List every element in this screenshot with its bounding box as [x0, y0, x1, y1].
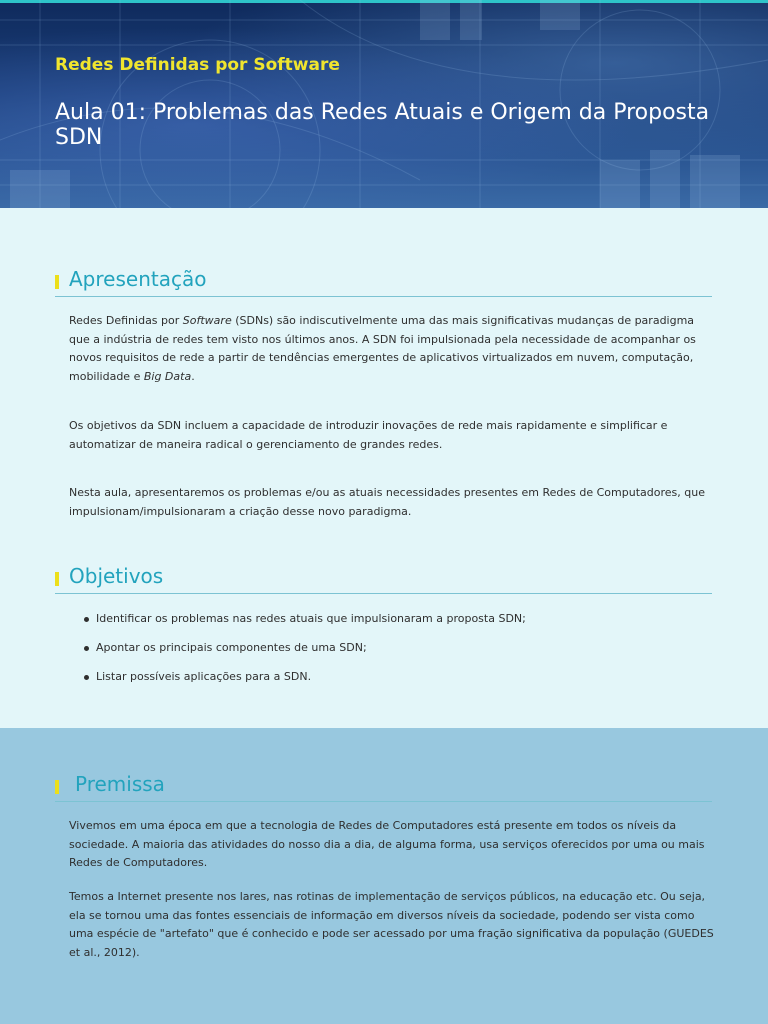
apresentacao-paragraph-2: Os objetivos da SDN incluem a capacidade de introduzir inovações de rede mais rapidamente e simplificar e automatizar de maneira radical o gerenciamento de grandes redes.: [69, 419, 668, 451]
premissa-heading-text: Premissa: [75, 772, 165, 796]
p1-text-a: Redes Definidas por: [69, 314, 183, 327]
heading-accent-bar: [55, 275, 59, 289]
list-item: Apontar os principais componentes de uma SDN;: [78, 641, 698, 670]
lesson-title: Aula 01: Problemas das Redes Atuais e Origem da Proposta SDN: [55, 100, 710, 150]
p1-text-c: (SDNs) são indiscutivelmente uma das mais significativas mudanças de paradigma que a indústria de redes tem visto nos últimos anos. A SDN foi impulsionada pela necessidade de acompanhar os novos requisitos de rede a partir de tendências emergentes de aplicativos virtualizados em nuvem, computação, mobilidade e: [69, 314, 696, 384]
header-banner: [0, 0, 768, 208]
list-item: Listar possíveis aplicações para a SDN.: [78, 670, 698, 699]
apresentacao-heading: [55, 267, 712, 297]
p1-text-bigdata: Big Data: [143, 370, 192, 384]
premissa-paragraph-1: Vivemos em uma época em que a tecnologia de Redes de Computadores está presente em todos os níveis da sociedade. A maioria das atividades do nosso dia a dia, de alguma forma, usa serviços oferecidos por uma ou mais Redes de Computadores.: [69, 819, 705, 870]
heading-accent-bar: [55, 780, 59, 794]
p1-text-e: .: [191, 370, 195, 384]
heading-accent-bar: [55, 572, 59, 586]
premissa-paragraph-2: Temos a Internet presente nos lares, nas rotinas de implementação de serviços públicos, na educação etc. Ou seja, ela se tornou uma das fontes essenciais de informação em diversos níveis da sociedade, podendo ser vista como uma espécie de "artefato" que é conhecido e pode ser acessado por uma fração significativa da população (GUEDES et al., 2012).: [69, 890, 714, 960]
list-item: Identificar os problemas nas redes atuais que impulsionaram a proposta SDN;: [78, 612, 698, 641]
apresentacao-heading-text: Apresentação: [69, 267, 207, 291]
objetivos-heading: [55, 564, 712, 594]
course-title: Redes Definidas por Software: [55, 55, 340, 75]
apresentacao-paragraph-3: Nesta aula, apresentaremos os problemas e/ou as atuais necessidades presentes em Redes de Computadores, que impulsionam/impulsionaram a criação desse novo paradigma.: [69, 486, 705, 518]
premissa-heading: [55, 772, 712, 802]
p1-text-software: Software: [182, 314, 232, 327]
apresentacao-paragraph-1: [69, 312, 717, 387]
objetivos-heading-text: Objetivos: [69, 564, 164, 588]
objetivos-list: [78, 612, 698, 699]
